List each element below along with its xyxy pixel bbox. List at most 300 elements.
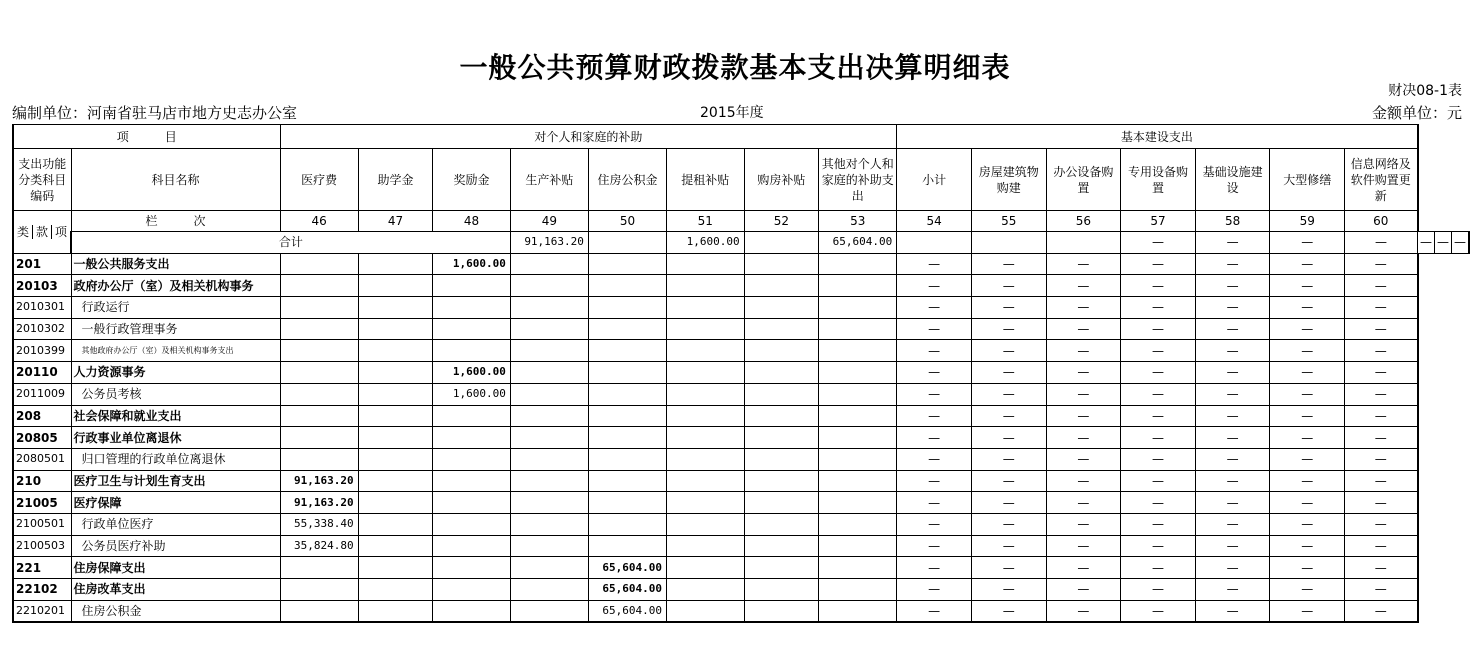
amount-cell [667,275,745,297]
dash-cell: — [971,362,1046,384]
dash-cell: — [1195,579,1270,601]
dash-cell: — [1270,340,1345,362]
total-value [588,232,666,254]
dash-cell: — [1046,535,1121,557]
dash-cell: — [1270,232,1345,254]
dash-cell: — [971,383,1046,405]
dash-cell: — [971,513,1046,535]
amount-cell [358,470,433,492]
subject-name: 医疗卫生与计划生育支出 [71,470,280,492]
amount-cell [358,362,433,384]
amount-cell [667,513,745,535]
amount-cell: 91,163.20 [280,470,358,492]
amount-cell [280,579,358,601]
table-row [13,275,1469,297]
subject-name: 医疗保障 [71,492,280,514]
total-value [744,232,819,254]
dash-cell: — [897,427,972,449]
dash-cell: — [1121,340,1196,362]
amount-cell [588,340,666,362]
dash-cell: — [1345,340,1418,362]
subject-name: 公务员考核 [71,383,280,405]
amount-cell [819,275,897,297]
dash-cell: — [1270,362,1345,384]
dash-cell: — [1121,318,1196,340]
amount-cell [358,448,433,470]
amount-cell [433,427,511,449]
dash-cell: — [1270,600,1345,622]
dash-cell: — [1195,232,1270,254]
amount-cell [280,405,358,427]
amount-cell [433,448,511,470]
column-index: 50 [588,211,666,232]
dash-cell: — [1121,253,1196,275]
dash-cell: — [1345,318,1418,340]
dash-cell: — [897,557,972,579]
dash-cell: — [897,297,972,319]
table-row [13,340,1469,362]
dash-cell: — [1121,448,1196,470]
dash-cell: — [1046,405,1121,427]
amount-cell [433,405,511,427]
dash-cell: — [1121,383,1196,405]
amount-cell [819,383,897,405]
total-value [971,232,1046,254]
amount-cell [744,492,819,514]
amount-cell [280,362,358,384]
amount-cell [667,557,745,579]
amount-cell: 65,604.00 [588,579,666,601]
dash-cell: — [1345,579,1418,601]
amount-cell [744,362,819,384]
column-header: 其他对个人和家庭的补助支出 [819,149,897,211]
dash-cell: — [971,275,1046,297]
column-header: 购房补贴 [744,149,819,211]
dash-cell: — [971,318,1046,340]
column-index: 48 [433,211,511,232]
dash-cell: — [897,579,972,601]
dash-cell: — [897,383,972,405]
amount-cell [433,492,511,514]
dash-cell: — [971,470,1046,492]
column-header: 住房公积金 [588,149,666,211]
table-row [13,492,1469,514]
amount-cell [510,340,588,362]
subject-code: 2080501 [13,448,71,470]
dash-cell: — [1121,600,1196,622]
column-index: 55 [971,211,1046,232]
amount-cell [433,579,511,601]
subject-name: 其他政府办公厅（室）及相关机构事务支出 [71,340,280,362]
amount-cell [744,253,819,275]
column-header: 奖励金 [433,149,511,211]
subject-code: 210 [13,470,71,492]
amount-cell [667,318,745,340]
dash-cell: — [1270,513,1345,535]
amount-cell [433,318,511,340]
column-header: 大型修缮 [1270,149,1345,211]
column-index: 52 [744,211,819,232]
amount-cell [280,297,358,319]
amount-cell [588,275,666,297]
dash-cell: — [1121,405,1196,427]
subject-code: 22102 [13,579,71,601]
amount-cell [819,579,897,601]
column-index: 47 [358,211,433,232]
amount-cell [510,492,588,514]
dash-cell: — [1270,405,1345,427]
dash-cell: — [1195,297,1270,319]
dash-cell: — [971,492,1046,514]
dash-cell: — [1195,427,1270,449]
amount-cell [510,535,588,557]
dash-cell: — [1046,470,1121,492]
column-header: 信息网络及软件购置更新 [1345,149,1418,211]
amount-cell: 1,600.00 [433,362,511,384]
amount-cell [510,383,588,405]
dash-cell: — [1270,275,1345,297]
amount-cell [510,448,588,470]
dash-cell: — [1435,232,1452,254]
dash-cell: — [1270,427,1345,449]
amount-cell [358,340,433,362]
amount-cell [510,275,588,297]
table-row [13,427,1469,449]
subject-name: 住房保障支出 [71,557,280,579]
dash-cell: — [1345,492,1418,514]
amount-cell [433,600,511,622]
dash-cell: — [971,427,1046,449]
amount-cell [744,297,819,319]
amount-cell [667,383,745,405]
dash-cell: — [1046,362,1121,384]
dash-cell: — [1345,513,1418,535]
amount-cell [358,513,433,535]
dash-cell: — [1195,557,1270,579]
amount-cell [744,557,819,579]
amount-cell [588,405,666,427]
amount-cell [819,318,897,340]
amount-cell [588,318,666,340]
subject-code: 2100501 [13,513,71,535]
dash-cell: — [897,535,972,557]
amount-cell [510,297,588,319]
form-number: 财决08-1表 [1388,83,1462,99]
dash-cell: — [897,492,972,514]
dash-cell: — [971,600,1046,622]
amount-cell [358,405,433,427]
table-row [13,535,1469,557]
table-row [13,448,1469,470]
amount-cell [588,492,666,514]
dash-cell: — [971,579,1046,601]
dash-cell: — [897,600,972,622]
table-row [13,600,1469,622]
amount-cell: 65,604.00 [588,600,666,622]
column-index: 49 [510,211,588,232]
amount-cell [744,275,819,297]
amount-cell [588,427,666,449]
dash-cell: — [1121,535,1196,557]
dash-cell: — [1270,318,1345,340]
amount-cell [280,557,358,579]
amount-cell [744,340,819,362]
amount-cell [667,362,745,384]
subject-name: 归口管理的行政单位离退休 [71,448,280,470]
amount-cell [819,427,897,449]
amount-cell [819,600,897,622]
column-header: 办公设备购置 [1046,149,1121,211]
dash-cell: — [1195,253,1270,275]
dash-cell: — [1121,232,1196,254]
column-header: 专用设备购置 [1121,149,1196,211]
amount-cell: 1,600.00 [433,383,511,405]
subject-code: 2100503 [13,535,71,557]
header-group-capital-construction: 基本建设支出 [897,125,1418,149]
amount-cell [819,513,897,535]
table-row [13,362,1469,384]
amount-cell [819,340,897,362]
amount-cell [280,253,358,275]
amount-cell [358,275,433,297]
dash-cell: — [1046,253,1121,275]
dash-cell: — [1046,513,1121,535]
amount-cell [744,383,819,405]
dash-cell: — [1046,275,1121,297]
amount-cell [510,557,588,579]
amount-cell [744,405,819,427]
header-xiang: 项 [51,225,70,239]
table-row [13,297,1469,319]
subject-code: 20103 [13,275,71,297]
amount-cell [744,535,819,557]
dash-cell: — [1195,600,1270,622]
header-item: 项 目 [13,125,280,149]
table-row [13,383,1469,405]
amount-cell [667,492,745,514]
amount-cell [667,297,745,319]
dash-cell: — [1345,275,1418,297]
dash-cell: — [1270,470,1345,492]
column-header: 生产补贴 [510,149,588,211]
subject-name: 社会保障和就业支出 [71,405,280,427]
amount-cell [819,362,897,384]
amount-cell [819,297,897,319]
dash-cell: — [1046,383,1121,405]
amount-cell [819,557,897,579]
dash-cell: — [1195,405,1270,427]
column-index: 56 [1046,211,1121,232]
dash-cell: — [1345,383,1418,405]
dash-cell: — [1195,318,1270,340]
amount-cell [744,427,819,449]
amount-cell [433,557,511,579]
dash-cell: — [1345,557,1418,579]
dash-cell: — [1046,557,1121,579]
amount-cell [588,362,666,384]
column-index: 57 [1121,211,1196,232]
column-header: 基础设施建设 [1195,149,1270,211]
amount-cell [510,253,588,275]
subject-code: 20110 [13,362,71,384]
subject-code: 201 [13,253,71,275]
column-index: 58 [1195,211,1270,232]
column-header: 小计 [897,149,972,211]
amount-cell [280,340,358,362]
amount-cell [433,513,511,535]
amount-cell [358,535,433,557]
dash-cell: — [1121,275,1196,297]
amount-cell [819,405,897,427]
amount-cell [358,253,433,275]
amount-cell: 1,600.00 [433,253,511,275]
dash-cell: — [897,275,972,297]
amount-cell [744,579,819,601]
amount-cell [588,513,666,535]
amount-cell [280,383,358,405]
dash-cell: — [1046,340,1121,362]
total-value [1046,232,1121,254]
dash-cell: — [1418,232,1435,254]
header-function-code: 支出功能分类科目编码 [13,149,71,211]
dash-cell: — [971,448,1046,470]
dash-cell: — [971,297,1046,319]
header-lei: 类 [16,224,29,239]
amount-cell [433,275,511,297]
subject-name: 政府办公厅（室）及相关机构事务 [71,275,280,297]
column-header: 房屋建筑物购建 [971,149,1046,211]
dash-cell: — [897,405,972,427]
amount-cell [667,535,745,557]
column-header: 医疗费 [280,149,358,211]
dash-cell: — [897,470,972,492]
amount-cell [280,600,358,622]
dash-cell: — [1195,535,1270,557]
subject-code: 2010302 [13,318,71,340]
dash-cell: — [1345,362,1418,384]
amount-cell [510,362,588,384]
dash-cell: — [1270,535,1345,557]
amount-cell [433,470,511,492]
amount-cell [280,448,358,470]
dash-cell: — [897,362,972,384]
amount-cell [588,535,666,557]
amount-cell [744,470,819,492]
total-value: 1,600.00 [667,232,745,254]
subject-name: 行政事业单位离退休 [71,427,280,449]
amount-cell [433,340,511,362]
amount-cell [280,275,358,297]
header-group-personal-subsidy: 对个人和家庭的补助 [280,125,897,149]
organization-label: 编制单位：河南省驻马店市地方史志办公室 [12,104,298,122]
subject-code: 20805 [13,427,71,449]
column-header: 提租补贴 [667,149,745,211]
amount-cell [819,470,897,492]
total-row [13,232,1469,254]
dash-cell: — [1345,297,1418,319]
dash-cell: — [1270,579,1345,601]
dash-cell: — [1195,275,1270,297]
header-subject-name: 科目名称 [71,149,280,211]
dash-cell: — [1121,492,1196,514]
dash-cell: — [1345,405,1418,427]
amount-cell [588,253,666,275]
dash-cell: — [1345,427,1418,449]
dash-cell: — [971,405,1046,427]
dash-cell: — [1195,362,1270,384]
dash-cell: — [971,535,1046,557]
dash-cell: — [1345,253,1418,275]
amount-cell: 55,338.40 [280,513,358,535]
subject-name: 住房公积金 [71,600,280,622]
amount-cell [667,340,745,362]
column-index: 60 [1345,211,1418,232]
dash-cell: — [897,448,972,470]
amount-cell [358,383,433,405]
subject-name: 一般公共服务支出 [71,253,280,275]
amount-cell [819,253,897,275]
subject-name: 公务员医疗补助 [71,535,280,557]
dash-cell: — [1270,448,1345,470]
amount-cell [510,579,588,601]
subject-code: 221 [13,557,71,579]
dash-cell: — [1046,600,1121,622]
dash-cell: — [897,513,972,535]
subject-name: 行政运行 [71,297,280,319]
amount-cell: 65,604.00 [588,557,666,579]
dash-cell: — [897,253,972,275]
table-row [13,513,1469,535]
table-row [13,470,1469,492]
subject-name: 人力资源事务 [71,362,280,384]
amount-cell [819,492,897,514]
total-value: 65,604.00 [819,232,897,254]
dash-cell: — [1195,513,1270,535]
dash-cell: — [1270,383,1345,405]
column-index: 59 [1270,211,1345,232]
amount-cell [433,535,511,557]
dash-cell: — [971,340,1046,362]
report-title: 一般公共预算财政拨款基本支出决算明细表 [459,51,1011,84]
dash-cell: — [1345,600,1418,622]
column-index: 54 [897,211,972,232]
dash-cell: — [897,340,972,362]
amount-cell [667,579,745,601]
currency-unit: 金额单位：元 [1371,104,1462,122]
dash-cell: — [1195,470,1270,492]
amount-cell [588,470,666,492]
dash-cell: — [1270,557,1345,579]
subject-name: 行政单位医疗 [71,513,280,535]
amount-cell [667,600,745,622]
amount-cell: 35,824.80 [280,535,358,557]
dash-cell: — [897,318,972,340]
column-header: 助学金 [358,149,433,211]
amount-cell [667,470,745,492]
amount-cell [510,513,588,535]
amount-cell [819,535,897,557]
dash-cell: — [1195,383,1270,405]
dash-cell: — [1195,448,1270,470]
subject-code: 2011009 [13,383,71,405]
dash-cell: — [1345,232,1418,254]
table-row [13,579,1469,601]
dash-cell: — [1046,492,1121,514]
column-index: 51 [667,211,745,232]
amount-cell [280,427,358,449]
table-row [13,405,1469,427]
amount-cell [510,600,588,622]
